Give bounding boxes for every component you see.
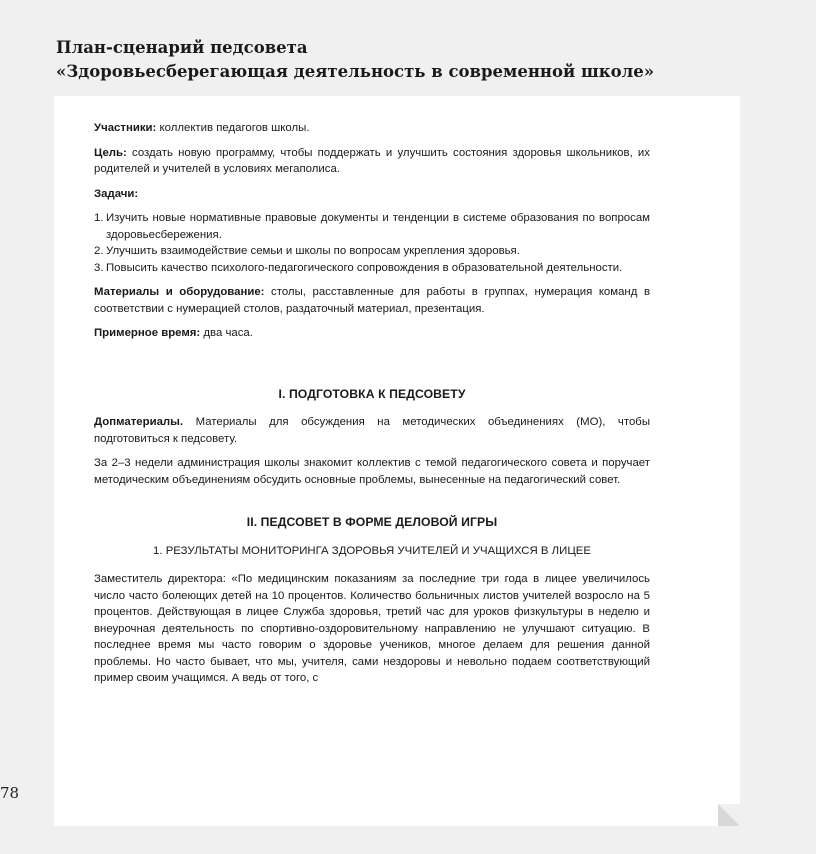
page-corner-fold	[718, 804, 740, 826]
list-item-number: 1.	[94, 212, 104, 224]
subsection-title: 1. РЕЗУЛЬТАТЫ МОНИТОРИНГА ЗДОРОВЬЯ УЧИТЕЛЕЙ И УЧАЩИХСЯ В ЛИЦЕЕ	[153, 544, 591, 557]
materials-paragraph	[94, 284, 650, 317]
goal-paragraph	[94, 145, 650, 178]
section-2-title: II. ПЕДСОВЕТ В ФОРМЕ ДЕЛОВОЙ ИГРЫ	[246, 515, 498, 529]
tasks-label: Задачи:	[94, 187, 139, 200]
time-paragraph	[94, 325, 650, 342]
tasks-heading	[94, 186, 650, 203]
header-line-2: «Здоровьесберегающая деятельность в современной школе»	[56, 62, 655, 81]
goal-text: создать новую программу, чтобы поддержать и улучшить состояния здоровья школьников, их родителей и учителей в условиях мегаполиса.	[94, 146, 650, 175]
extra-materials-label: Допматериалы.	[94, 416, 184, 428]
list-item	[94, 210, 650, 243]
section-1-title: I. ПОДГОТОВКА К ПЕДСОВЕТУ	[278, 386, 466, 401]
header-line-1: План-сценарий педсовета	[56, 38, 308, 57]
list-item-text: Повысить качество психолого-педагогического сопровождения в образовательной деятельности.	[106, 261, 623, 274]
materials-text: столы, расставленные для работы в группах, нумерация команд в соответствии с нумерацией столов, раздаточный материал, презентация.	[94, 286, 650, 315]
document-page	[54, 96, 740, 826]
goal-label: Цель:	[94, 146, 127, 159]
list-item	[94, 243, 650, 260]
participants-text: коллектив педагогов школы.	[156, 122, 310, 134]
page-number: 78	[0, 784, 20, 802]
preparation-paragraph: За 2–3 недели администрация школы знакомит коллектив с темой педагогического совета и поручает методическим объединениям обсудить основные проблемы, вынесенные на педагогический совет.	[94, 457, 650, 486]
list-item-number: 3.	[94, 261, 104, 274]
list-item-text: Улучшить взаимодействие семьи и школы по вопросам укрепления здоровья.	[106, 245, 520, 257]
participants-label: Участники:	[94, 122, 157, 134]
participants-paragraph	[94, 120, 650, 137]
tasks-list	[94, 210, 650, 276]
page-header-title	[56, 36, 654, 84]
time-text: два часа.	[200, 327, 253, 339]
list-item-text: Изучить новые нормативные правовые документы и тенденции в системе образования по вопросам здоровьесбережения.	[106, 212, 650, 241]
speech-paragraph: Заместитель директора: «По медицинским показаниям за последние три года в лицее увеличилось число часто болеющих детей на 10 процентов. Количество больничных листов учителей возросло на 5 процентов. Действующая в лицее Служба здоровья, третий час для уроков физкультуры в неделю и внеурочная деятельность по спортивно-оздоровительному направлению не улучшают ситуацию. В последнее время мы часто говорим о здоровье учеников, многое делаем для решения данной проблемы. Но часто бывает, что мы, учителя, сами нездоровы и невольно подаем соответствующий пример своим учащимся. А ведь от того, с	[94, 573, 650, 684]
list-item	[94, 260, 650, 277]
list-item-number: 2.	[94, 245, 104, 257]
extra-materials-paragraph	[94, 414, 650, 447]
extra-materials-text: Материалы для обсуждения на методических объединениях (МО), чтобы подготовиться к педсовету.	[94, 416, 650, 445]
time-label: Примерное время:	[94, 327, 201, 339]
materials-label: Материалы и оборудование:	[94, 286, 265, 298]
